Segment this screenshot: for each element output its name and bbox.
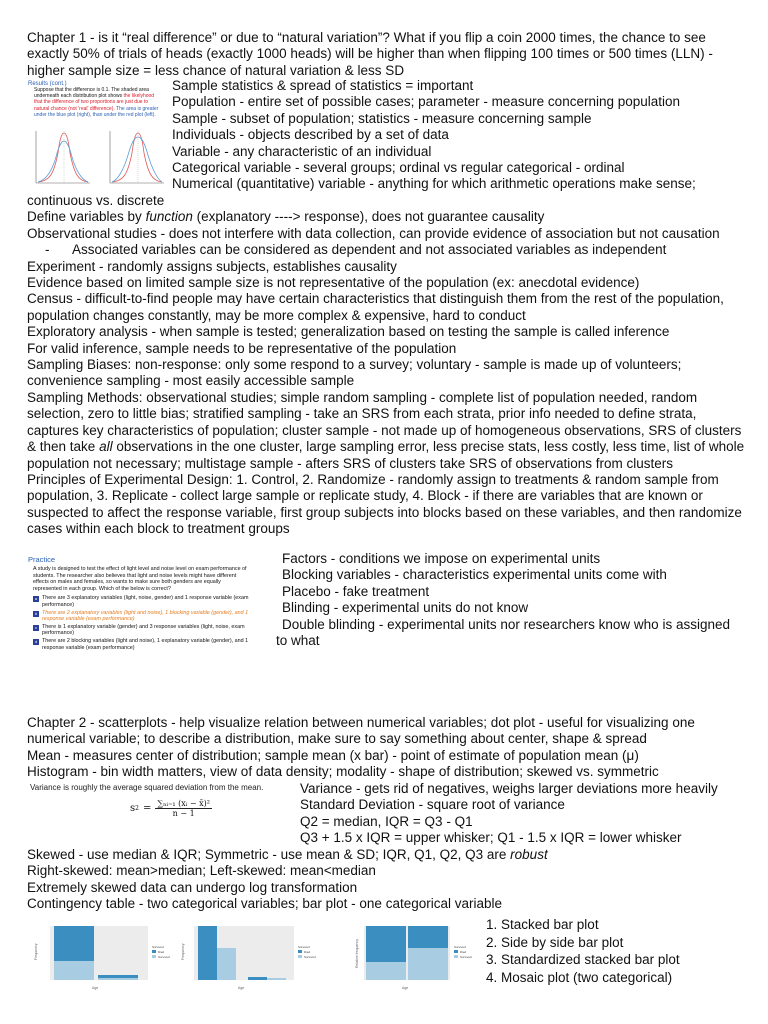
barplot-item-2: 2. Side by side bar plot	[486, 934, 624, 950]
variance-formula	[130, 799, 212, 818]
distribution-plots	[28, 123, 168, 193]
practice-figure	[28, 555, 250, 713]
line-variable: Variable - any characteristic of an individual	[172, 143, 432, 159]
variance-lines	[300, 781, 750, 847]
line-skewed	[27, 847, 749, 863]
option-c-badge: c	[35, 624, 37, 630]
option-c-text: There is 1 explanatory variable (gender) and 3 response variables (light, noise, exam performance)	[42, 623, 245, 637]
line-associated-bullet	[27, 242, 749, 258]
bullet-dash: -	[45, 242, 50, 258]
side-legend-title: Survived	[298, 945, 310, 949]
results-figure	[28, 81, 168, 191]
line-double-blinding: Double blinding - experimental units nor researchers know who is assigned to what	[276, 616, 730, 649]
side-bar-survived-2	[267, 978, 286, 980]
line-mean: Mean - measures center of distribution; sample mean (x bar) - point of estimate of population mean (μ)	[27, 747, 639, 763]
results-text-red: the likelyhood that the difference of two proportions are just due to natural chance (not 'real' difference).	[34, 93, 155, 112]
std-legend-died: Died	[460, 950, 467, 954]
practice-title: Practice	[28, 555, 56, 564]
line-sampling-methods	[27, 390, 749, 472]
side-legend-survived: Survived	[304, 955, 316, 959]
line-factors: Factors - conditions we impose on experimental units	[282, 551, 601, 566]
line-exploratory: Exploratory analysis - when sample is tested; generalization based on testing the sample is called inference	[27, 324, 670, 340]
results-text-blue: The area is greater under the blue plot (right), than under the red plot (left).	[34, 105, 159, 118]
line-sample: Sample - subset of population; statistics - measure concerning sample	[172, 110, 592, 126]
line-individuals: Individuals - objects described by a set of data	[172, 127, 449, 143]
formula-lhs: s	[130, 803, 136, 814]
chapter2-top	[27, 715, 749, 781]
left-distribution-plot	[36, 131, 90, 183]
option-a-badge: a	[34, 596, 38, 602]
bar-plots	[34, 920, 474, 992]
right-distribution-plot	[110, 131, 164, 183]
stacked-bar-plot	[34, 926, 170, 990]
std-xlabel: Age	[402, 986, 409, 990]
side-bar-died-2	[248, 977, 267, 980]
results-text-black: Suppose that the difference is 0.1. The shaded area underneath each distribution plot shows	[34, 87, 149, 100]
stacked-legend-died: Died	[158, 950, 165, 954]
side-bar-died-1	[198, 926, 217, 980]
chapter1-body	[27, 193, 749, 538]
formula-denominator: n − 1	[172, 809, 195, 818]
barplot-item-4: 4. Mosaic plot (two categorical)	[486, 969, 673, 985]
std-ylabel: Relative frequency	[355, 939, 359, 968]
line-observational: Observational studies - does not interfere with data collection, can provide evidence of association but not causation	[27, 225, 720, 241]
bullet-text: Associated variables can be considered as dependent and not associated variables as independent	[72, 242, 667, 258]
std-legend-title: Survived	[454, 945, 466, 949]
side-ylabel: Frequency	[181, 943, 185, 960]
line-q2: Q2 = median, IQR = Q3 - Q1	[300, 813, 473, 829]
line-sample-statistics: Sample statistics & spread of statistics = important	[172, 78, 474, 93]
stacked-bar-died-2	[98, 975, 138, 978]
variance-figure	[30, 783, 298, 833]
std-legend-survived: Survived	[460, 955, 472, 959]
formula-numerator: ∑ₙᵢ₌₁ (xᵢ − x̄)²	[157, 799, 210, 808]
practice-option-d	[33, 638, 250, 651]
methods-italic: all	[99, 439, 113, 455]
define-italic: function	[145, 209, 193, 225]
stacked-bar-survived-2	[98, 978, 138, 980]
line-contingency: Contingency table - two categorical variables; bar plot - one categorical variable	[27, 896, 503, 912]
practice-option-a	[33, 595, 250, 608]
line-experiment: Experiment - randomly assigns subjects, establishes causality	[27, 258, 397, 274]
methods-pre: Sampling Methods: observational studies; simple random sampling - complete list of population needed, random selection, zero to little bias; stratified sampling - take an SRS from each strata, prior info needed to define strata, captures key characteristics of population; cluster sample - not made up of homogeneous observations, SRS of clusters & then take	[27, 389, 742, 455]
std-bar-survived-1	[366, 962, 406, 980]
formula-equals: =	[142, 803, 152, 814]
barplot-item-1: 1. Stacked bar plot	[486, 917, 599, 932]
line-histogram: Histogram - bin width matters, view of data density; modality - shape of distribution; skewed vs. symmetric	[27, 764, 659, 780]
line-blocking: Blocking variables - characteristics experimental units come with	[282, 567, 667, 583]
skewed-pre: Skewed - use median & IQR; Symmetric - use mean & SD; IQR, Q1, Q2, Q3 are	[27, 847, 511, 862]
design-terms	[276, 551, 744, 649]
barplot-item-3: 3. Standardized stacked bar plot	[486, 952, 680, 968]
practice-option-b	[33, 610, 250, 623]
standardized-stacked-bar-plot	[355, 926, 472, 990]
methods-post: observations in the one cluster, large sampling error, less precise stats, less costly, less time, list of whole population not necessary; multistage sample - afters SRS of clusters take SRS of observations from clusters	[27, 439, 745, 471]
option-b-badge: b	[34, 610, 38, 616]
stacked-bar-survived-1	[54, 961, 94, 980]
std-bar-died-1	[366, 926, 406, 962]
results-title: Results (cont.)	[28, 81, 67, 87]
stacked-bar-died-1	[54, 926, 94, 961]
define-pre: Define variables by	[27, 209, 146, 225]
line-right-skewed: Right-skewed: mean>median; Left-skewed: mean<median	[27, 863, 376, 879]
option-a-text: There are 3 explanatory variables (light, noise, gender) and 1 response variable (exam performance)	[42, 595, 249, 608]
line-sampling-biases: Sampling Biases: non-response: only some respond to a survey; voluntary - sample is made up of volunteers; convenience sampling - most easily accessible sample	[27, 357, 682, 389]
line-placebo: Placebo - fake treatment	[282, 583, 430, 599]
skewed-italic: robust	[510, 847, 548, 862]
side-by-side-bar-plot	[181, 926, 316, 990]
line-categorical: Categorical variable - several groups; ordinal vs regular categorical - ordinal	[172, 160, 625, 176]
line-population: Population - entire set of possible cases; parameter - measure concerning population	[172, 94, 681, 110]
line-evidence: Evidence based on limited sample size is not representative of the population (ex: anecdotal evidence)	[27, 275, 640, 291]
formula-fraction	[155, 799, 212, 818]
stacked-legend-title: Survived	[152, 945, 164, 949]
formula-exp: 2	[135, 805, 139, 812]
side-bar-survived-1	[217, 948, 236, 980]
line-sd: Standard Deviation - square root of variance	[300, 797, 565, 813]
line-log: Extremely skewed data can undergo log transformation	[27, 879, 358, 895]
line-variance: Variance - gets rid of negatives, weighs larger deviations more heavily	[300, 781, 718, 796]
side-xlabel: Age	[238, 986, 245, 990]
practice-options	[28, 595, 250, 651]
chapter1-intro: Chapter 1 - is it “real difference” or due to “natural variation”? What if you flip a coin 2000 times, the chance to see exactly 50% of trials of heads (exactly 1000 heads) will be higher than when flipping 100 times or 500 times (LLN) - higher sample size = less chance of natural variation & less SD	[27, 30, 713, 78]
variance-caption: Variance is roughly the average squared deviation from the mean.	[30, 783, 264, 792]
line-numerical: Numerical (quantitative) variable - anything for which arithmetic operations make sense;	[172, 176, 696, 192]
std-bar-died-2	[408, 926, 448, 948]
practice-question: A study is designed to test the effect of light level and noise level on exam performance of students. The researcher also believes that light and noise levels might have different effects on males and females, so wants to make sure both genders are equally represented in each group. Which of the below is correct?	[33, 566, 247, 592]
chapter1-right-lines	[172, 78, 752, 193]
barplot-list	[486, 916, 746, 986]
stacked-xlabel: Age	[92, 986, 99, 990]
line-valid-inference: For valid inference, sample needs to be representative of the population	[27, 340, 457, 356]
chapter2-bottom	[27, 847, 749, 913]
std-bar-survived-2	[408, 948, 448, 980]
line-principles: Principles of Experimental Design: 1. Control, 2. Randomize - randomly assign to treatments & random sample from population, 3. Replicate - collect large sample or replicate study, 4. Block - if there are variables that are known or suspected to affect the response variable, first group subjects into blocks based on these variables, and then randomize cases within each block to treatment groups	[27, 471, 742, 537]
option-b-text: There are 2 explanatory variables (light and noise), 1 blocking variable (gender), and 1 response variable (exam performance)	[42, 609, 249, 623]
results-text	[28, 87, 162, 118]
side-legend-died: Died	[304, 950, 311, 954]
stacked-ylabel: Frequency	[34, 943, 38, 960]
stacked-legend-survived: Survived	[158, 955, 170, 959]
line-continuous: continuous vs. discrete	[27, 193, 165, 208]
line-blinding: Blinding - experimental units do not know	[282, 600, 529, 616]
option-d-badge: d	[34, 638, 38, 644]
define-post: (explanatory ----> response), does not guarantee causality	[192, 209, 545, 225]
line-whiskers: Q3 + 1.5 x IQR = upper whisker; Q1 - 1.5 x IQR = lower whisker	[300, 830, 682, 846]
option-d-text: There are 2 blocking variables (light and noise), 1 explanatory variable (gender), and 1 response variable (exam performance)	[42, 637, 249, 651]
practice-option-c	[33, 624, 250, 637]
line-census: Census - difficult-to-find people may have certain characteristics that distinguish them from the rest of the population, population changes constantly, may be more complex & expensive, hard to conduct	[27, 291, 724, 323]
line-define-variables	[27, 209, 749, 225]
chapter2-intro: Chapter 2 - scatterplots - help visualize relation between numerical variables; dot plot - useful for visualizing one numerical variable; to describe a distribution, make sure to say something about center, shape & spread	[27, 715, 695, 747]
